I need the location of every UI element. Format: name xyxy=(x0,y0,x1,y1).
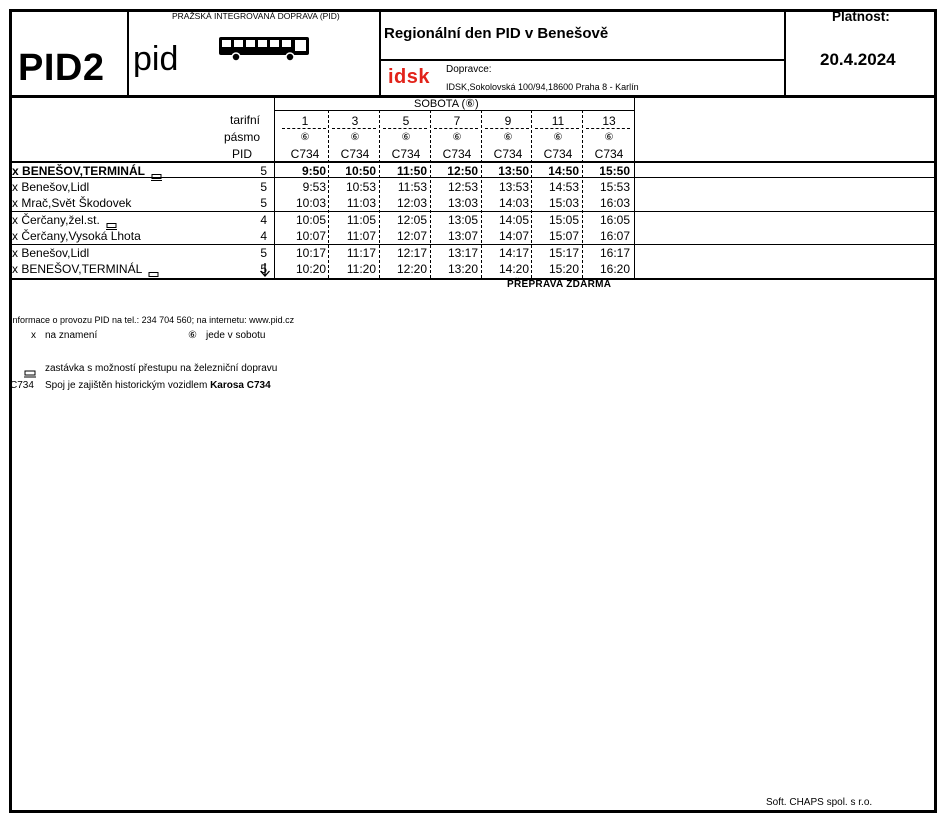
train-icon xyxy=(148,267,159,273)
trip-number: 7 xyxy=(453,114,461,128)
departure-time: 15:50 xyxy=(599,164,630,178)
departure-time: 11:03 xyxy=(346,196,376,210)
request-stop-flag: x xyxy=(12,262,18,276)
train-icon xyxy=(151,169,162,175)
trip-day-symbol: ⑥ xyxy=(300,132,310,143)
legend-x-symbol: x xyxy=(31,330,36,341)
departure-time: 10:50 xyxy=(345,164,376,178)
header-sep-4 xyxy=(379,59,786,61)
stop-name-row xyxy=(12,163,162,179)
stop-name-row xyxy=(12,228,141,244)
trip-number-underline xyxy=(282,128,326,129)
departure-time: 12:03 xyxy=(396,196,427,210)
trip-number: 1 xyxy=(301,114,309,128)
trip-number: 5 xyxy=(402,114,410,128)
trip-number-underline xyxy=(535,128,579,129)
departure-time: 12:53 xyxy=(447,180,478,194)
organization-name: PRAŽSKÁ INTEGROVANÁ DOPRAVA (PID) xyxy=(172,11,340,21)
trip-vehicle: C734 xyxy=(290,147,320,161)
departure-time: 14:05 xyxy=(498,213,529,227)
trip-header-11 xyxy=(533,113,583,162)
departure-time: 16:03 xyxy=(599,196,630,210)
trip-vehicle: C734 xyxy=(340,147,370,161)
trip-header-5 xyxy=(381,113,431,162)
software-credit: Soft. CHAPS spol. s r.o. xyxy=(766,797,873,808)
tariff-zone: 5 xyxy=(260,246,267,260)
departure-time: 13:17 xyxy=(447,246,478,260)
stop-name: Mrač,Svět Škodovek xyxy=(21,196,132,210)
tariff-zone: 5 xyxy=(260,262,267,276)
departure-time: 13:07 xyxy=(447,229,478,243)
request-stop-flag: x xyxy=(12,213,18,227)
departure-time: 15:07 xyxy=(548,229,579,243)
departure-time: 14:20 xyxy=(498,262,529,276)
stop-name: Čerčany,žel.st. xyxy=(21,213,100,227)
trip-number: 9 xyxy=(504,114,512,128)
legend-sat-text: jede v sobotu xyxy=(206,330,266,341)
departure-time: 13:50 xyxy=(498,164,529,178)
departure-time: 12:20 xyxy=(396,262,427,276)
legend-c734-symbol: C734 xyxy=(10,380,34,391)
trip-number: 13 xyxy=(602,114,616,128)
departure-time: 13:20 xyxy=(447,262,478,276)
day-label: SOBOTA (⑥) xyxy=(414,98,479,110)
legend-c734-text xyxy=(45,380,271,391)
tariff-zone: 4 xyxy=(260,229,267,243)
pid-logo: pid xyxy=(133,40,179,78)
header-sep-1 xyxy=(127,9,129,97)
departure-time: 12:17 xyxy=(396,246,427,260)
trip-number-underline xyxy=(434,128,478,129)
tariff-zone: 4 xyxy=(260,213,267,227)
legend-c734-vehicle: Karosa C734 xyxy=(210,380,271,391)
departure-time: 15:03 xyxy=(548,196,579,210)
departure-time: 10:03 xyxy=(295,196,326,210)
departure-time: 12:50 xyxy=(447,164,478,178)
tariff-zone: 5 xyxy=(260,180,267,194)
departure-time: 11:05 xyxy=(346,213,376,227)
down-arrow-icon xyxy=(259,262,271,283)
trip-day-symbol: ⑥ xyxy=(503,132,513,143)
departure-time: 15:05 xyxy=(548,213,579,227)
departure-time: 13:03 xyxy=(447,196,478,210)
request-stop-flag: x xyxy=(12,180,18,194)
stop-name-row xyxy=(12,261,159,277)
trip-vehicle: C734 xyxy=(493,147,523,161)
trip-day-symbol: ⑥ xyxy=(452,132,462,143)
trip-vehicle: C734 xyxy=(594,147,624,161)
trip-header-3 xyxy=(330,113,380,162)
departure-time: 12:05 xyxy=(396,213,427,227)
train-icon xyxy=(106,218,117,224)
trip-vehicle: C734 xyxy=(391,147,421,161)
departure-time: 9:53 xyxy=(302,180,326,194)
line-number: PID2 xyxy=(18,47,105,89)
stop-name: BENEŠOV,TERMINÁL xyxy=(22,164,145,178)
carrier-address: IDSK,Sokolovská 100/94,18600 Praha 8 - Karlín xyxy=(446,82,639,92)
departure-time: 14:53 xyxy=(548,180,579,194)
stop-name: Benešov,Lidl xyxy=(21,180,90,194)
free-transport-note: PŘEPRAVA ZDARMA xyxy=(507,279,612,290)
validity-label: Platnost: xyxy=(832,9,890,24)
trip-header-9 xyxy=(483,113,533,162)
departure-time: 15:17 xyxy=(548,246,579,260)
bus-icon xyxy=(218,34,312,69)
trip-header-7 xyxy=(432,113,482,162)
departure-time: 10:05 xyxy=(295,213,326,227)
trip-day-symbol: ⑥ xyxy=(401,132,411,143)
trip-day-symbol: ⑥ xyxy=(553,132,563,143)
trip-vehicle: C734 xyxy=(543,147,573,161)
departure-time: 15:53 xyxy=(599,180,630,194)
request-stop-flag: x xyxy=(12,196,18,210)
trip-day-symbol: ⑥ xyxy=(604,132,614,143)
departure-time: 11:53 xyxy=(397,180,427,194)
request-stop-flag: x xyxy=(12,229,18,243)
stop-name-row xyxy=(12,179,89,195)
trip-header-top-line xyxy=(275,110,635,111)
stop-name: Benešov,Lidl xyxy=(21,246,90,260)
zone-column-line xyxy=(274,98,275,279)
departure-time: 10:53 xyxy=(345,180,376,194)
stop-name: BENEŠOV,TERMINÁL xyxy=(21,262,143,276)
timetable-title: Regionální den PID v Benešově xyxy=(384,25,609,42)
trip-number-underline xyxy=(383,128,427,129)
departure-time: 10:17 xyxy=(295,246,326,260)
trip-day-symbol: ⑥ xyxy=(350,132,360,143)
zone-header-line-2: pásmo xyxy=(223,130,260,144)
carrier-label: Dopravce: xyxy=(446,64,492,75)
trip-number-underline xyxy=(586,128,630,129)
departure-time: 11:07 xyxy=(346,229,376,243)
header-sep-3 xyxy=(784,9,786,97)
departure-time: 13:53 xyxy=(498,180,529,194)
trip-vehicle: C734 xyxy=(442,147,472,161)
departure-time: 14:07 xyxy=(498,229,529,243)
info-note: Informace o provozu PID na tel.: 234 704 560; na internetu: www.pid.cz xyxy=(10,315,295,325)
stop-name-row xyxy=(12,245,89,261)
trip-number: 3 xyxy=(351,114,359,128)
trip-header-13 xyxy=(584,113,634,162)
departure-time: 14:17 xyxy=(498,246,529,260)
carrier-logo: idsk xyxy=(388,66,431,88)
last-column-line xyxy=(634,98,635,279)
legend-train-text: zastávka s možností přestupu na železniční dopravu xyxy=(45,363,278,374)
stop-name-row xyxy=(12,195,131,211)
departure-time: 14:03 xyxy=(498,196,529,210)
header-sep-2 xyxy=(379,9,381,97)
legend-c734-description: Spoj je zajištěn historickým vozidlem xyxy=(45,380,208,391)
departure-time: 16:05 xyxy=(599,213,630,227)
trip-number: 11 xyxy=(551,114,565,128)
departure-time: 16:20 xyxy=(599,262,630,276)
stop-name-row xyxy=(12,212,117,228)
departure-time: 9:50 xyxy=(301,164,326,178)
departure-time: 14:50 xyxy=(548,164,579,178)
zone-header-line-1: tarifní xyxy=(229,113,260,127)
zone-header-line-3: PID xyxy=(231,147,252,161)
departure-time: 11:50 xyxy=(396,164,427,178)
departure-time: 16:17 xyxy=(599,246,630,260)
legend-x-text: na znamení xyxy=(45,330,98,341)
request-stop-flag: x xyxy=(12,246,18,260)
legend-sat-symbol: ⑥ xyxy=(188,330,197,341)
trip-number-underline xyxy=(332,128,376,129)
departure-time: 11:17 xyxy=(346,246,376,260)
departure-time: 11:20 xyxy=(346,262,376,276)
validity-date: 20.4.2024 xyxy=(820,50,896,69)
request-stop-flag: x xyxy=(12,164,19,178)
departure-time: 10:07 xyxy=(295,229,326,243)
departure-time: 16:07 xyxy=(599,229,630,243)
departure-time: 12:07 xyxy=(396,229,427,243)
trip-header-1 xyxy=(280,113,330,162)
stop-name: Čerčany,Vysoká Lhota xyxy=(21,229,141,243)
trip-number-underline xyxy=(485,128,529,129)
departure-time: 13:05 xyxy=(447,213,478,227)
tariff-zone: 5 xyxy=(260,196,267,210)
departure-time: 15:20 xyxy=(548,262,579,276)
tariff-zone: 5 xyxy=(260,164,267,178)
departure-time: 10:20 xyxy=(295,262,326,276)
